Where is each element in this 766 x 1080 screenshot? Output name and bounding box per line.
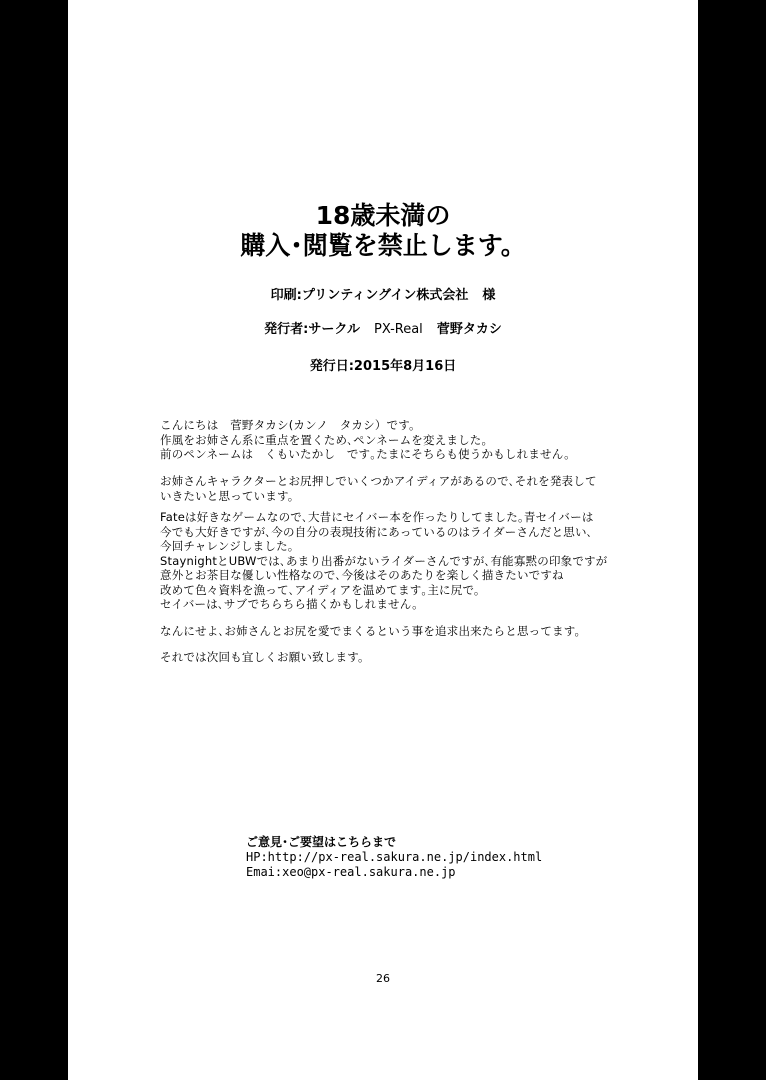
text-line: 今でも大好きですが､今の自分の表現技術にあっているのはライダーさんだと思い､ [160,524,593,539]
text-line: 意外とお茶目な優しい性格なので､今後はそのあたりを楽しく描きたいですね [160,568,564,582]
paragraph-closing [160,650,630,665]
text-line: 前のペンネームは くもいたかし です｡たまにそちらも使うかもしれません。 [160,447,576,461]
text-line: なんにせよ､お姉さんとお尻を愛でまくるという事を追求出来たらと思ってます。 [160,624,587,638]
text-line: StaynightとUBWでは､あまり出番がないライダーさんですが､有能寡黙の印象ですが [160,553,608,568]
paragraph-ideas [160,474,630,503]
text-line: 今回チャレンジしました。 [160,539,300,553]
text-line: セイバーは､サブでちらちら描くかもしれません。 [160,597,424,611]
printer-credit [68,287,698,305]
paragraph-greeting [160,418,630,462]
paragraph-summary [160,624,630,639]
paragraph-fate [160,510,630,612]
publisher-label: 発行者:サークル [264,322,360,337]
text-line: お姉さんキャラクターとお尻押しでいくつかアイディアがあるので､それを発表して [160,474,597,488]
page [68,0,698,1080]
text-line: 作風をお姉さん系に重点を置くため､ペンネームを変えました。 [160,432,494,447]
author-name: 菅野タカシ [436,322,502,337]
publisher-credit [68,321,698,339]
text-line: 改めて色々資料を漁って､アイディアを温めてます｡主に尻で。 [160,582,486,597]
title-line-2: 購入･閲覧を禁止します。 [240,231,526,260]
printer-label: 印刷:プリンティングイン株式会社 [270,288,469,303]
text-line: Fateは好きなゲームなので､大昔にセイバー本を作ったりしてました｡青セイバーは [160,510,594,524]
contact-heading: ご意見･ご要望はこちらまで [246,835,397,849]
contact-email: Emai:xeo@px-real.sakura.ne.jp [246,865,456,879]
text-line: こんにちは 菅野タカシ(カンノ タカシ）です。 [160,418,421,432]
title-line-1: 18歳未満の [315,201,451,230]
issue-date: 発行日:2015年8月16日 [309,359,457,374]
text-line: いきたいと思っています。 [160,488,300,503]
circle-name: PX-Real [373,322,423,337]
contact-homepage: HP:http://px-real.sakura.ne.jp/index.html [246,850,543,864]
printer-suffix: 様 [482,288,496,303]
contact-block [246,835,542,880]
page-number: 26 [376,972,390,985]
text-line: それでは次回も宜しくお願い致します。 [160,650,370,664]
